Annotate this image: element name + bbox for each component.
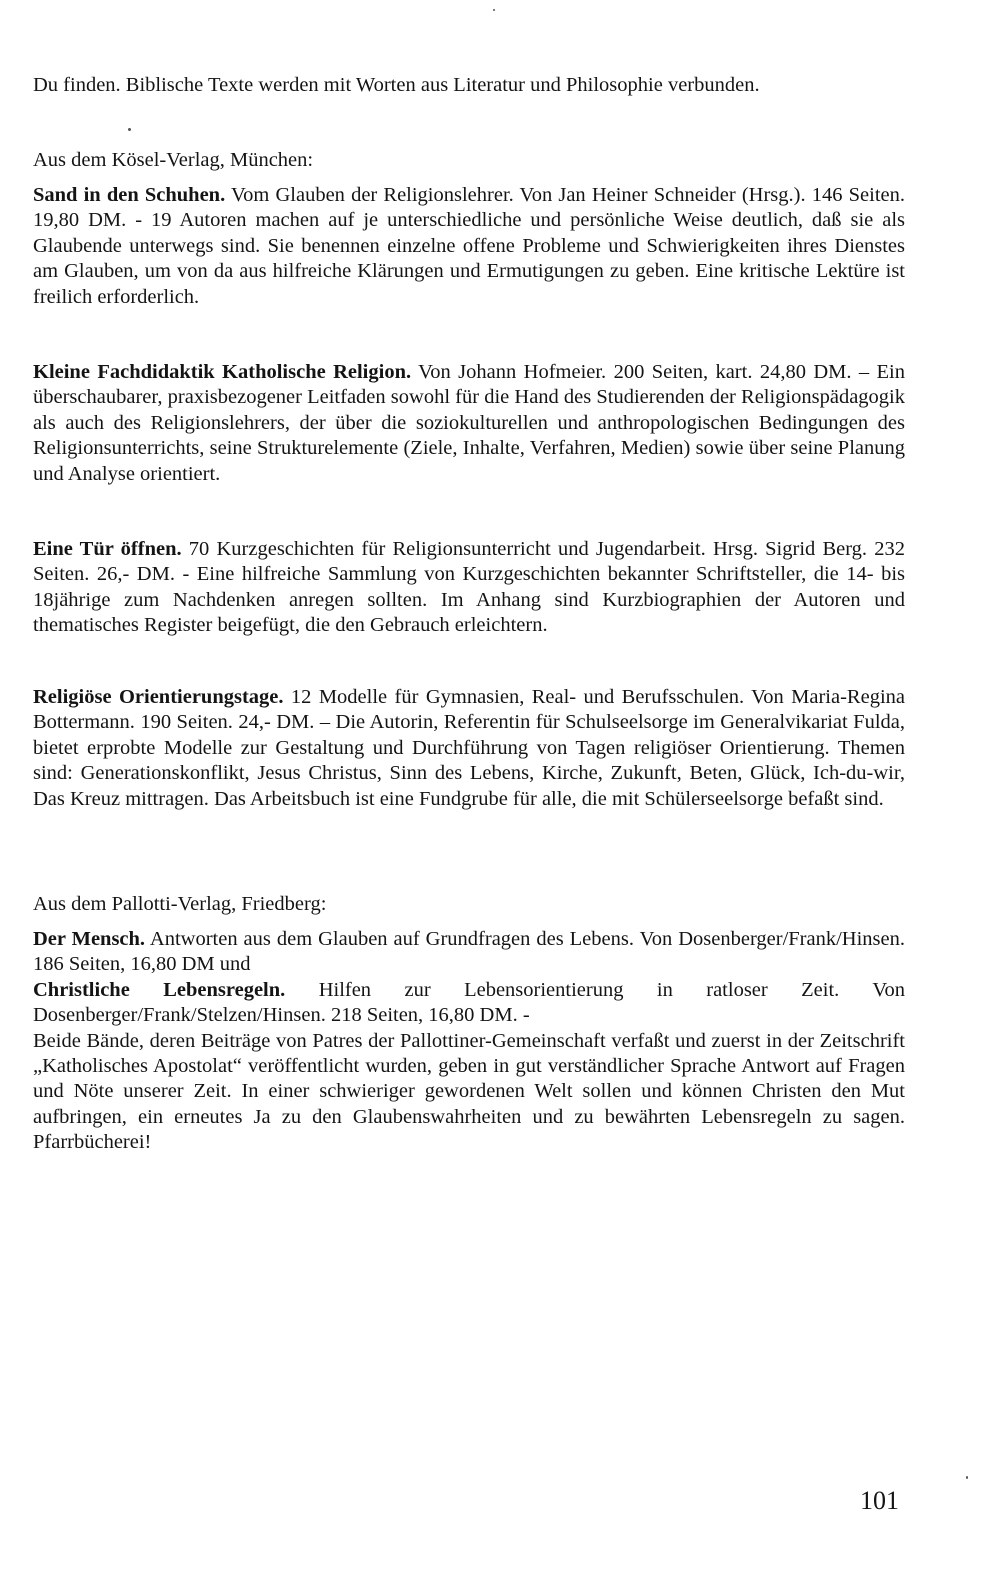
publisher-heading-koesel: Aus dem Kösel-Verlag, München:: [33, 149, 314, 171]
book-entry: [33, 537, 905, 639]
book-entry: [33, 360, 905, 487]
book-title: Religiöse Orientierungstage.: [33, 686, 284, 708]
book-description: Von Johann Hofmeier. 200 Seiten, kart. 24,80 DM. – Ein überschaubarer, praxisbezogener Leitfaden sowohl für die Hand des Studierenden der Religionspädagogik als auch des Religionslehrers, der über die soziokulturellen und anthropologischen Bedingungen des Religionsunterrichts, seine Strukturelemente (Ziele, Inhalte, Verfahren, Medien) sowie über seine Planung und Analyse orientiert.: [33, 361, 905, 485]
book-title: Eine Tür öffnen.: [33, 538, 182, 560]
book-description: Antworten aus dem Glauben auf Grundfragen des Lebens. Von Dosenberger/Frank/Hinsen. 186 Seiten, 16,80 DM und: [33, 928, 905, 976]
book-entry-second: [33, 978, 905, 1029]
scan-speck: [966, 1476, 968, 1479]
page-number: 101: [860, 1486, 899, 1515]
book-description: 70 Kurzgeschichten für Religionsunterricht und Jugendarbeit. Hrsg. Sigrid Berg. 232 Seiten. 26,- DM. - Eine hilfreiche Sammlung von Kurzgeschichten bekannter Schriftsteller, die 14- bis 18jährige zum Nachdenken anregen sollten. Im Anhang sind Kurzbiographien der Autoren und thematisches Register beigefügt, die den Gebrauch erleichtern.: [33, 538, 905, 637]
intro-paragraph: Du finden. Biblische Texte werden mit Worten aus Literatur und Philosophie verbunden.: [33, 74, 760, 96]
publisher-heading-pallotti: Aus dem Pallotti-Verlag, Friedberg:: [33, 893, 327, 915]
book-description: Hilfen zur Lebensorientierung in ratloser Zeit. Von Dosenberger/Frank/Stelzen/Hinsen. 218 Seiten, 16,80 DM. -: [33, 978, 905, 1027]
book-description: 12 Modelle für Gymnasien, Real- und Berufsschulen. Von Maria-Regina Bottermann. 190 Seiten. 24,- DM. – Die Autorin, Referentin für Schulseelsorge im Generalvikariat Fulda, bietet erprobte Modelle zur Gestaltung und Durchführung von Tagen religiöser Orientierung. Themen sind: Generationskonflikt, Jesus Christus, Sinn des Lebens, Kirche, Zukunft, Beten, Glück, Ich-du-wir, Das Kreuz mittragen. Das Arbeitsbuch ist eine Fundgrube für alle, die mit Schülerseelsorge befaßt sind.: [33, 686, 905, 810]
scan-speck: [493, 9, 495, 11]
book-entry: [33, 685, 905, 812]
book-entry: [33, 183, 905, 310]
book-title: Christliche Lebensregeln.: [33, 978, 286, 1001]
scan-speck: [128, 128, 131, 131]
shared-description: Beide Bände, deren Beiträge von Patres der Pallottiner-Gemeinschaft verfaßt und zuerst in der Zeitschrift „Katholisches Apostolat“ veröffentlicht wurden, geben in gut verständlicher Sprache Antwort auf Fragen und Nöte unserer Zeit. In einer schwieriger gewordenen Welt sollen und können Christen den Mut aufbringen, ein erneutes Ja zu den Glaubenswahrheiten und zu bewährten Lebensregeln zu sagen. Pfarrbücherei!: [33, 1029, 905, 1154]
book-title: Der Mensch.: [33, 928, 146, 950]
book-description: Vom Glauben der Religionslehrer. Von Jan Heiner Schneider (Hrsg.). 146 Seiten. 19,80 DM. - 19 Autoren machen auf je unterschiedliche und persönliche Weise deutlich, daß sie als Glaubende unterwegs sind. Sie benennen einzelne offene Probleme und Schwierigkeiten ihres Dienstes am Glauben, um von da aus hilfreiche Klärungen und Ermutigungen zu geben. Eine kritische Lektüre ist freilich erforderlich.: [33, 184, 906, 308]
book-entry-pallotti: [33, 927, 905, 1156]
book-title: Kleine Fachdidaktik Katholische Religion.: [33, 361, 412, 383]
book-entry-first: [33, 927, 905, 978]
book-title: Sand in den Schuhen.: [33, 184, 226, 206]
